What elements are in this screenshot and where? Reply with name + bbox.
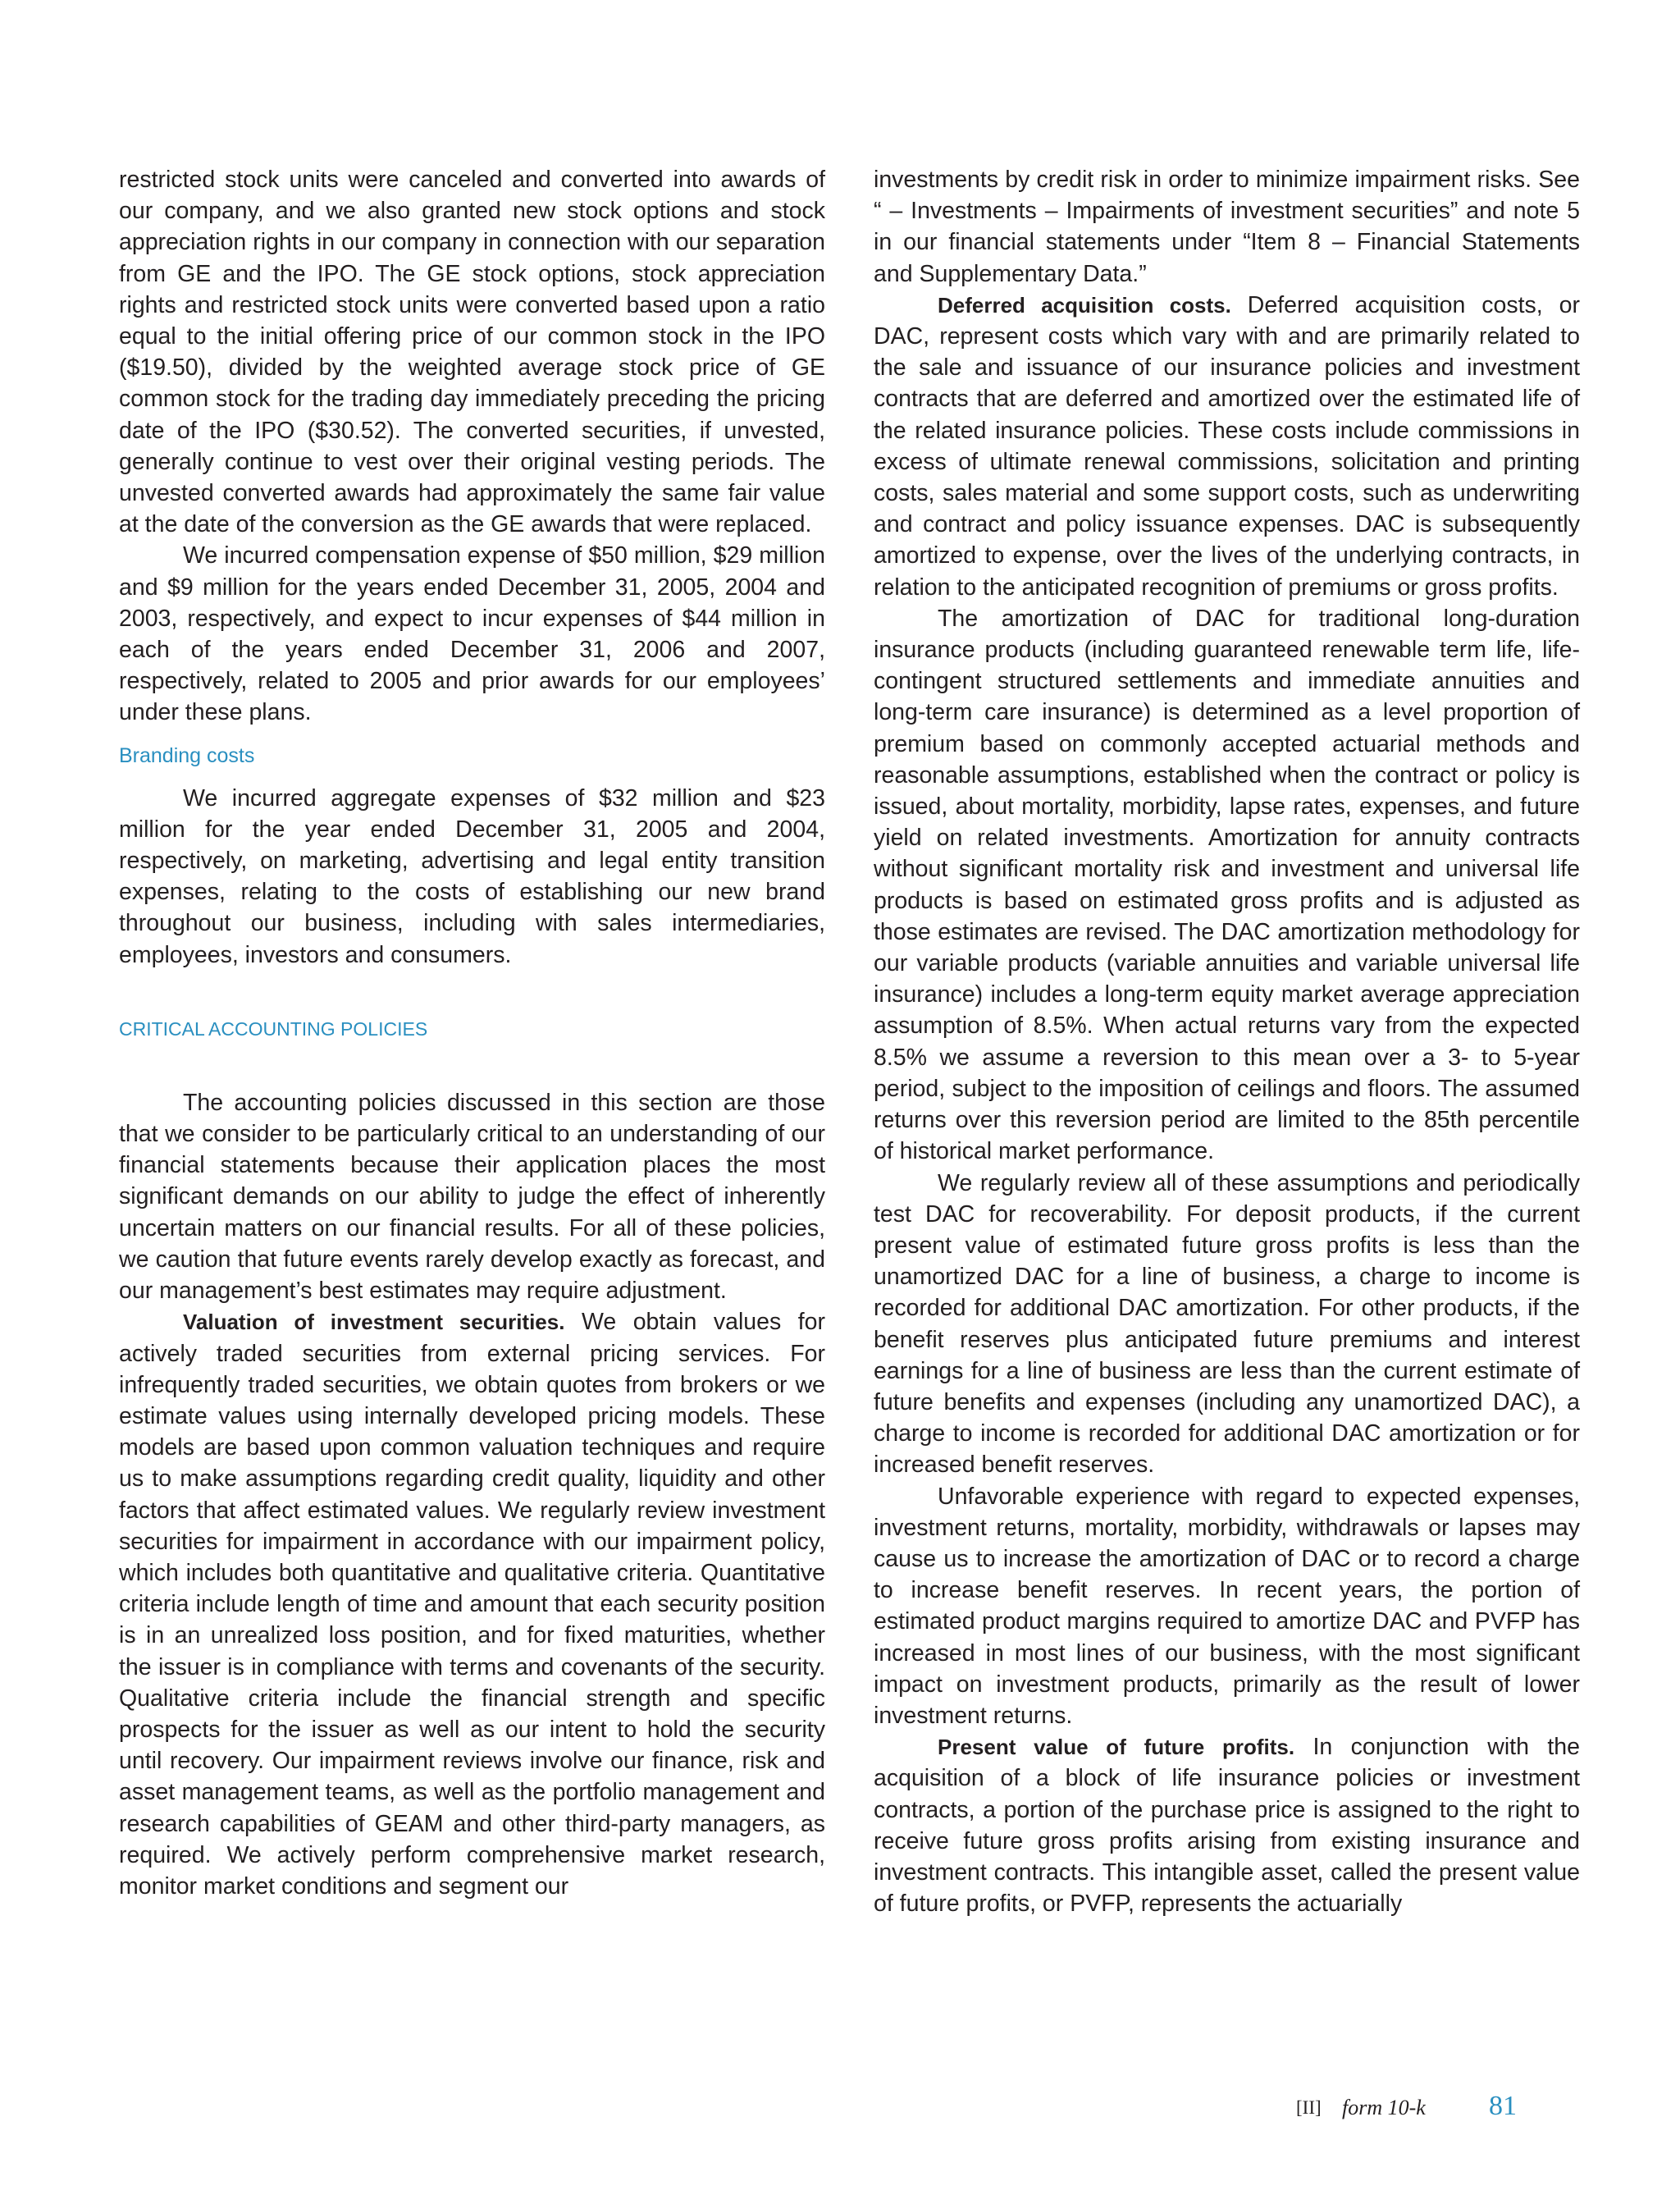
- runin-heading: Valuation of investment securities.: [183, 1310, 565, 1335]
- paragraph: investments by credit risk in order to minimize impairment risks. See “ – Investments – Impairments of investment securities” and note 5 in our financial statements under “Item 8 – Financial Statements and Supplementary Data.”: [874, 167, 1580, 287]
- paragraph: The amortization of DAC for traditional long-duration insurance products (including guaranteed renewable term life, life-contingent structured settlements and immediate annuities and long-term care insurance) is determined as a level proportion of premium based on commonly accepted actuarial methods and reasonable assumptions, established when the contract or policy is issued, about mortality, morbidity, lapse rates, expenses, and future yield on related investments. Amortization for annuity contracts without significant mortality risk and investment and universal life products is based on estimated gross profits and is adjusted as those estimates are revised. The DAC amortization methodology for our variable products (variable annuities and variable universal life insurance) includes a long-term equity market average appreciation assumption of 8.5%. When actual returns vary from the expected 8.5% we assume a reversion to this mean over a 3- to 5-year period, subject to the imposition of ceilings and floors. The assumed returns over this reversion period are limited to the 85th percentile of historical market performance.: [874, 605, 1580, 1165]
- subheading-branding-costs: Branding costs: [119, 743, 255, 767]
- section-heading-critical-accounting-policies: CRITICAL ACCOUNTING POLICIES: [119, 1017, 428, 1040]
- footer-document-name: form 10-k: [1342, 2096, 1426, 2119]
- runin-heading: Deferred acquisition costs.: [938, 292, 1231, 318]
- footer-section: [II]: [1296, 2097, 1322, 2118]
- paragraph: restricted stock units were canceled and converted into awards of our company, and we also granted new stock options and stock appreciation rights in our company in connection with our separation from GE and the IPO. The GE stock options, stock appreciation rights and restricted stock units were converted based upon a ratio equal to the initial offering price of our common stock in the IPO ($19.50), divided by the weighted average stock price of GE common stock for the trading day immediately preceding the pricing date of the IPO ($30.52). The converted securities, if unvested, generally continue to vest over their original vesting periods. The unvested converted awards had approximately the same fair value at the date of the conversion as the GE awards that were replaced.: [119, 167, 825, 538]
- paragraph-text: Deferred acquisition costs, or DAC, represent costs which vary with and are primarily related to the sale and issuance of our insurance policies and investment contracts that are deferred and amortized over the estimated life of the related insurance policies. These costs include commissions in excess of ultimate renewal commissions, solicitation and printing costs, sales material and some support costs, such as underwriting and contract and policy issuance expenses. DAC is subsequently amortized to expense, over the lives of the underlying contracts, in relation to the anticipated recognition of premiums or gross profits.: [874, 291, 1580, 601]
- paragraph: We regularly review all of these assumptions and periodically test DAC for recoverability. For deposit products, if the current present value of estimated future gross profits is less than the unamortized DAC for a line of business, a charge to income is recorded for additional DAC amortization. For other products, if the benefit reserves plus anticipated future premiums and interest earnings for a line of business are less than the current estimate of future benefits and expenses (including any unamortized DAC), a charge to income is recorded for additional DAC amortization or for increased benefit reserves.: [874, 1169, 1580, 1479]
- right-column: [874, 164, 1580, 1919]
- left-column: [119, 164, 825, 1902]
- paragraph: We incurred compensation expense of $50 million, $29 million and $9 million for the years ended December 31, 2005, 2004 and 2003, respectively, and expect to incur expenses of $44 million in each of the years ended December 31, 2006 and 2007, respectively, related to 2005 and prior awards for our employees’ under these plans.: [119, 542, 825, 726]
- paragraph: [874, 290, 1580, 603]
- runin-heading: Present value of future profits.: [938, 1735, 1295, 1760]
- page-number: 81: [1489, 2091, 1517, 2121]
- paragraph: [119, 1306, 825, 1902]
- paragraph: Unfavorable experience with regard to expected expenses, investment returns, mortality, morbidity, withdrawals or lapses may cause us to increase the amortization of DAC or to record a charge to increase benefit reserves. In recent years, the portion of estimated product margins required to amortize DAC and PVFP has increased in most lines of our business, with the most significant impact on investment products, primarily as the result of lower investment returns.: [874, 1483, 1580, 1729]
- paragraph: The accounting policies discussed in this section are those that we consider to be particularly critical to an understanding of our financial statements because their application places the most significant demands on our ability to judge the effect of inherently uncertain matters on our financial results. For all of these policies, we caution that future events rarely develop exactly as forecast, and our management’s best estimates may require adjustment.: [119, 1089, 825, 1305]
- paragraph: [874, 1731, 1580, 1919]
- paragraph-text: We obtain values for actively traded securities from external pricing services. For infrequently traded securities, we obtain quotes from brokers or we estimate values using internally developed pricing models. These models are based upon common valuation techniques and require us to make assumptions regarding credit quality, liquidity and other factors that affect estimated values. We regularly review investment securities for impairment in accordance with our impairment policy, which includes both quantitative and qualitative criteria. Quantitative criteria include length of time and amount that each security position is in an unrealized loss position, and for fixed maturities, whether the issuer is in compliance with terms and covenants of the security. Qualitative criteria include the financial strength and specific prospects for the issuer as well as our intent to hold the security until recovery. Our impairment reviews involve our finance, risk and asset management teams, as well as the portfolio management and research capabilities of GEAM and other third-party managers, as required. We actively perform comprehensive market research, monitor market conditions and segment our: [119, 1309, 826, 1900]
- paragraph-text: In conjunction with the acquisition of a block of life insurance policies or investment contracts, a portion of the purchase price is assigned to the right to receive future gross profits arising from existing insurance and investment contracts. This intangible asset, called the present value of future profits, or PVFP, represents the actuarially: [874, 1734, 1580, 1918]
- paragraph: We incurred aggregate expenses of $32 million and $23 million for the year ended December 31, 2005 and 2004, respectively, on marketing, advertising and legal entity transition expenses, relating to the costs of establishing our new brand throughout our business, including with sales intermediaries, employees, investors and consumers.: [119, 784, 825, 968]
